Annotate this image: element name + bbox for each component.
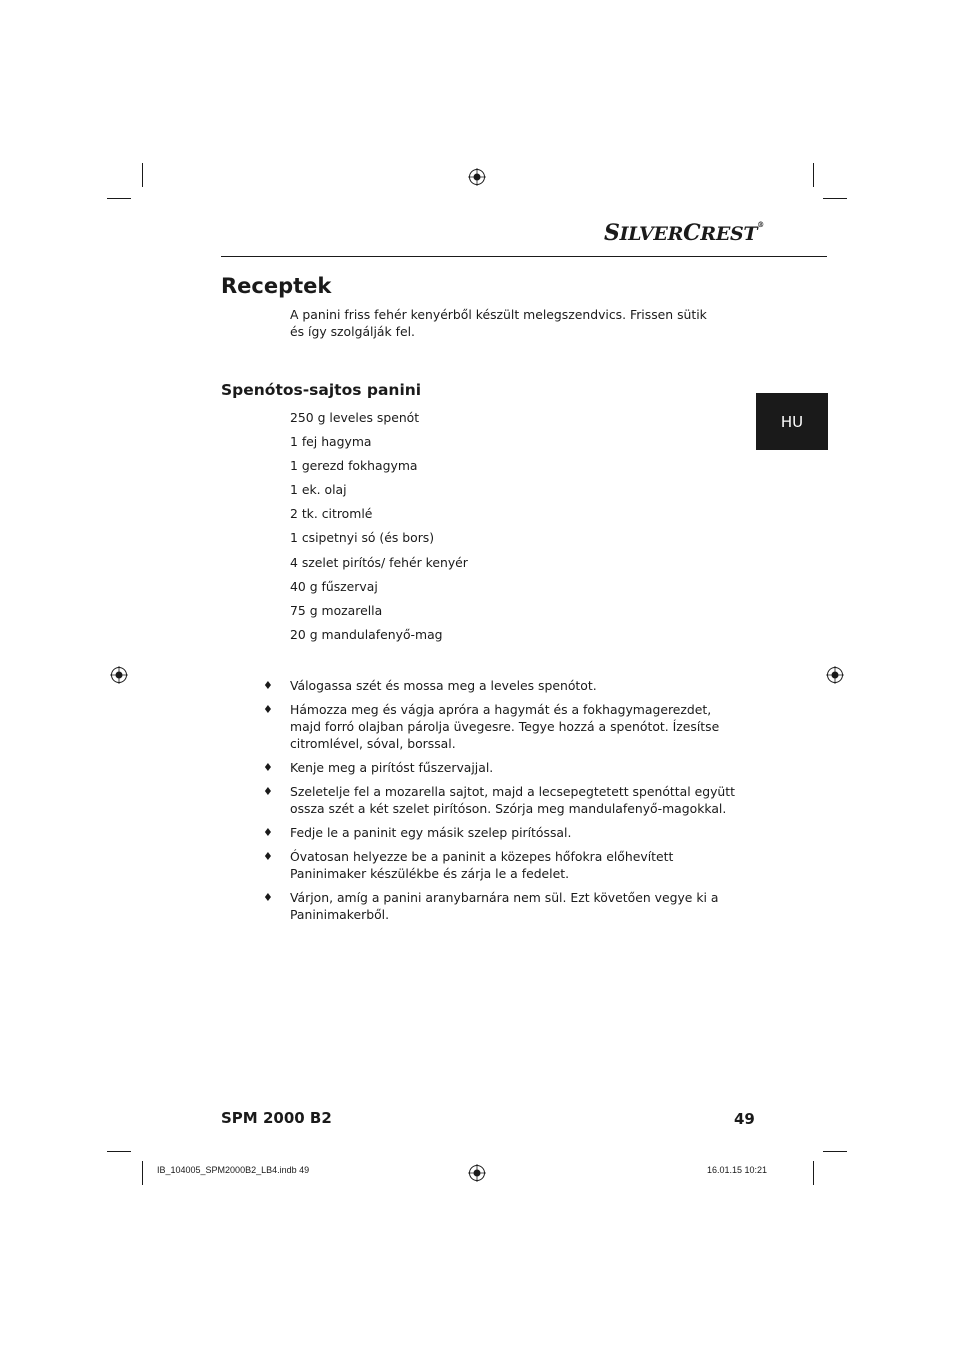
registration-mark-icon [110,666,128,684]
step-text: Várjon, amíg a panini aranybarnára nem sül. Ezt követően vegye ki a Paninimakerből. [290,890,719,922]
ingredient-item: 75 g mozarella [290,602,383,618]
recipe-heading: Spenótos-sajtos panini [221,381,422,399]
diamond-bullet-icon: ♦ [263,850,273,863]
step-item [263,759,738,776]
ingredient-item: 1 ek. olaj [290,482,347,498]
step-text: Szeletelje fel a mozarella sajtot, majd a lecsepegtetett spenóttal együtt ossza szét a két szelet pirítóson. Szórja meg mandulafenyő-magokkal. [290,784,735,816]
step-item [263,848,738,882]
crop-mark-top-right-v [813,163,814,187]
registration-mark-icon [468,168,486,186]
crop-mark-top-left-v [142,163,143,187]
ingredient-item: 1 fej hagyma [290,434,372,450]
ingredient-item: 250 g leveles spenót [290,410,420,425]
step-item [263,889,738,923]
crop-mark-bottom-right-v [813,1161,814,1185]
ingredient-list [290,409,468,650]
print-slug-date: 16.01.15 10:21 [707,1165,768,1175]
language-tab: HU [756,393,828,450]
diamond-bullet-icon: ♦ [263,785,273,798]
page-title: Receptek [221,274,332,298]
registered-mark: ® [757,220,764,229]
step-item [263,783,738,817]
crop-mark-top-left-h [107,198,131,199]
crop-mark-bottom-left-v [142,1161,143,1185]
diamond-bullet-icon: ♦ [263,826,273,839]
model-number: SPM 2000 B2 [221,1109,332,1127]
registration-mark-icon [826,666,844,684]
ingredient-item: 2 tk. citromlé [290,506,373,522]
step-text: Válogassa szét és mossa meg a leveles spenótot. [290,678,597,693]
crop-mark-bottom-left-h [107,1151,131,1152]
ingredient-item: 1 gerezd fokhagyma [290,458,418,474]
print-slug-file: IB_104005_SPM2000B2_LB4.indb 49 [157,1165,310,1175]
crop-mark-bottom-right-h [823,1151,847,1152]
step-item [263,701,738,752]
diamond-bullet-icon: ♦ [263,891,273,904]
diamond-bullet-icon: ♦ [263,703,273,716]
step-item [263,677,738,694]
step-text: Óvatosan helyezze be a paninit a közepes hőfokra előhevített Paninimaker készülékbe és zárja le a fedelet. [290,849,674,881]
intro-paragraph: A panini friss fehér kenyérből készült melegszendvics. Frissen sütik és így szolgálják fel. [290,307,707,339]
diamond-bullet-icon: ♦ [263,761,273,774]
ingredient-item: 4 szelet pirítós/ fehér kenyér [290,554,468,570]
step-text: Fedje le a paninit egy másik szelep pirítóssal. [290,825,572,840]
step-text: Hámozza meg és vágja apróra a hagymát és a fokhagymagerezdet, majd forró olajban párolja üvegesre. Tegye hozzá a spenótot. Ízesítse citromlével, sóval, borssal. [290,702,720,751]
header-rule [221,256,827,257]
ingredient-item: 40 g fűszervaj [290,578,378,594]
step-item [263,824,738,841]
crop-mark-top-right-h [823,198,847,199]
diamond-bullet-icon: ♦ [263,679,273,692]
registration-mark-icon [468,1164,486,1182]
ingredient-item: 1 csipetnyi só (és bors) [290,530,435,546]
step-list [263,677,738,930]
step-text: Kenje meg a pirítóst fűszervajjal. [290,760,494,775]
silvercrest-logo: SILVERCREST® [604,220,764,246]
ingredient-item: 20 g mandulafenyő-mag [290,626,443,642]
page-number: 49 [734,1110,755,1128]
